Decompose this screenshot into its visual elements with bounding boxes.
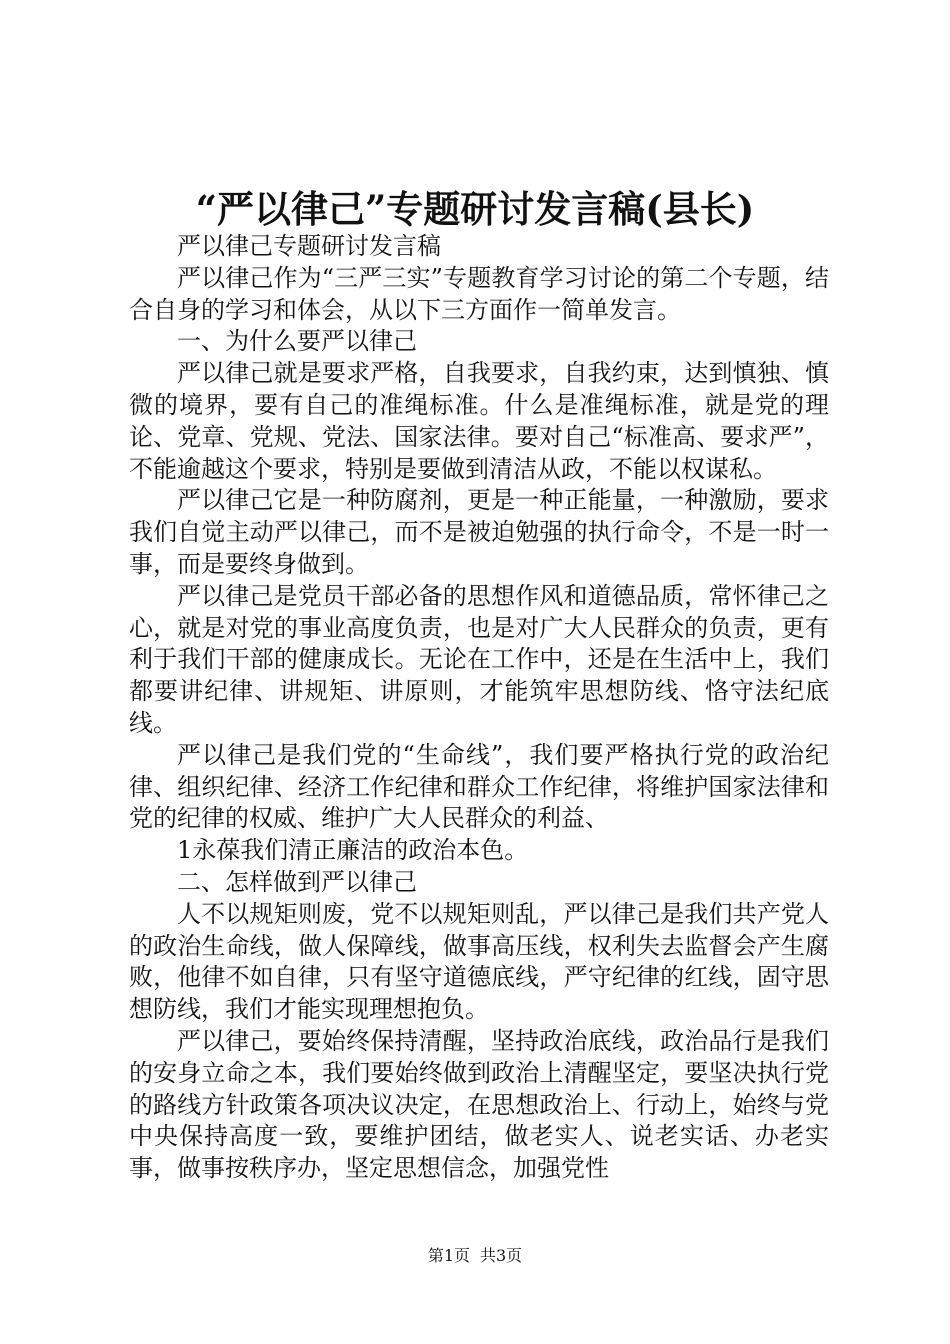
section-heading-2: 二、怎样做到严以律己 [177, 867, 417, 896]
document-body [129, 231, 829, 1185]
page-footer [0, 1245, 950, 1267]
section-heading-1: 一、为什么要严以律己 [177, 327, 417, 356]
paragraph-intro: 严以律己作为“三严三实”专题教育学习讨论的第二个专题，结合自身的学习和体会，从以下三方面作一简单发言。 [129, 263, 829, 324]
paragraph: 严以律己，要始终保持清醒，坚持政治底线，政治品行是我们的安身立命之本，我们要始终做到政治上清醒坚定，要坚决执行党的路线方针政策各项决议决定，在思想政治上、行动上，始终与党中央保持高度一致，要维护团结，做老实人、说老实话、办老实事，做事按秩序办，坚定思想信念，加强党性 [129, 1026, 829, 1183]
paragraph: 严以律己就是要求严格，自我要求，自我约束，达到慎独、慎微的境界，要有自己的准绳标准。什么是准绳标准，就是党的理论、党章、党规、党法、国家法律。要对自己“标准高、要求严”，不能逾越这个要求，特别是要做到清洁从政，不能以权谋私。 [129, 359, 829, 483]
paragraph: 严以律己是党员干部必备的思想作风和道德品质，常怀律己之心，就是对党的事业高度负责，也是对广大人民群众的负责，更有利于我们干部的健康成长。无论在工作中，还是在生活中上，我们都要讲纪律、讲规矩、讲原则，才能筑牢思想防线、恪守法纪底线。 [129, 581, 829, 737]
page-total: 共3页 [480, 1246, 523, 1265]
paragraph: 人不以规矩则废，党不以规矩则乱，严以律己是我们共产党人的政治生命线，做人保障线，做事高压线，权利失去监督会产生腐败，他律不如自律，只有坚守道德底线，严守纪律的红线，固守思想防线，我们才能实现理想抱负。 [129, 899, 829, 1024]
paragraph: 严以律己它是一种防腐剂，更是一种正能量，一种激励，要求我们自觉主动严以律己，而不是被迫勉强的执行命令，不是一时一事，而是要终身做到。 [129, 486, 829, 578]
page-number: 第1页 [427, 1246, 470, 1265]
paragraph: 1永葆我们清正廉洁的政治本色。 [177, 836, 529, 865]
paragraph: 严以律己是我们党的“生命线”，我们要严格执行党的政治纪律、组织纪律、经济工作纪律和群众工作纪律，将维护国家法律和党的纪律的权威、维护广大人民群众的利益、 [129, 740, 829, 833]
document-title: “严以律己”专题研讨发言稿(县长) [195, 187, 755, 231]
paragraph-subtitle: 严以律己专题研讨发言稿 [177, 232, 441, 260]
